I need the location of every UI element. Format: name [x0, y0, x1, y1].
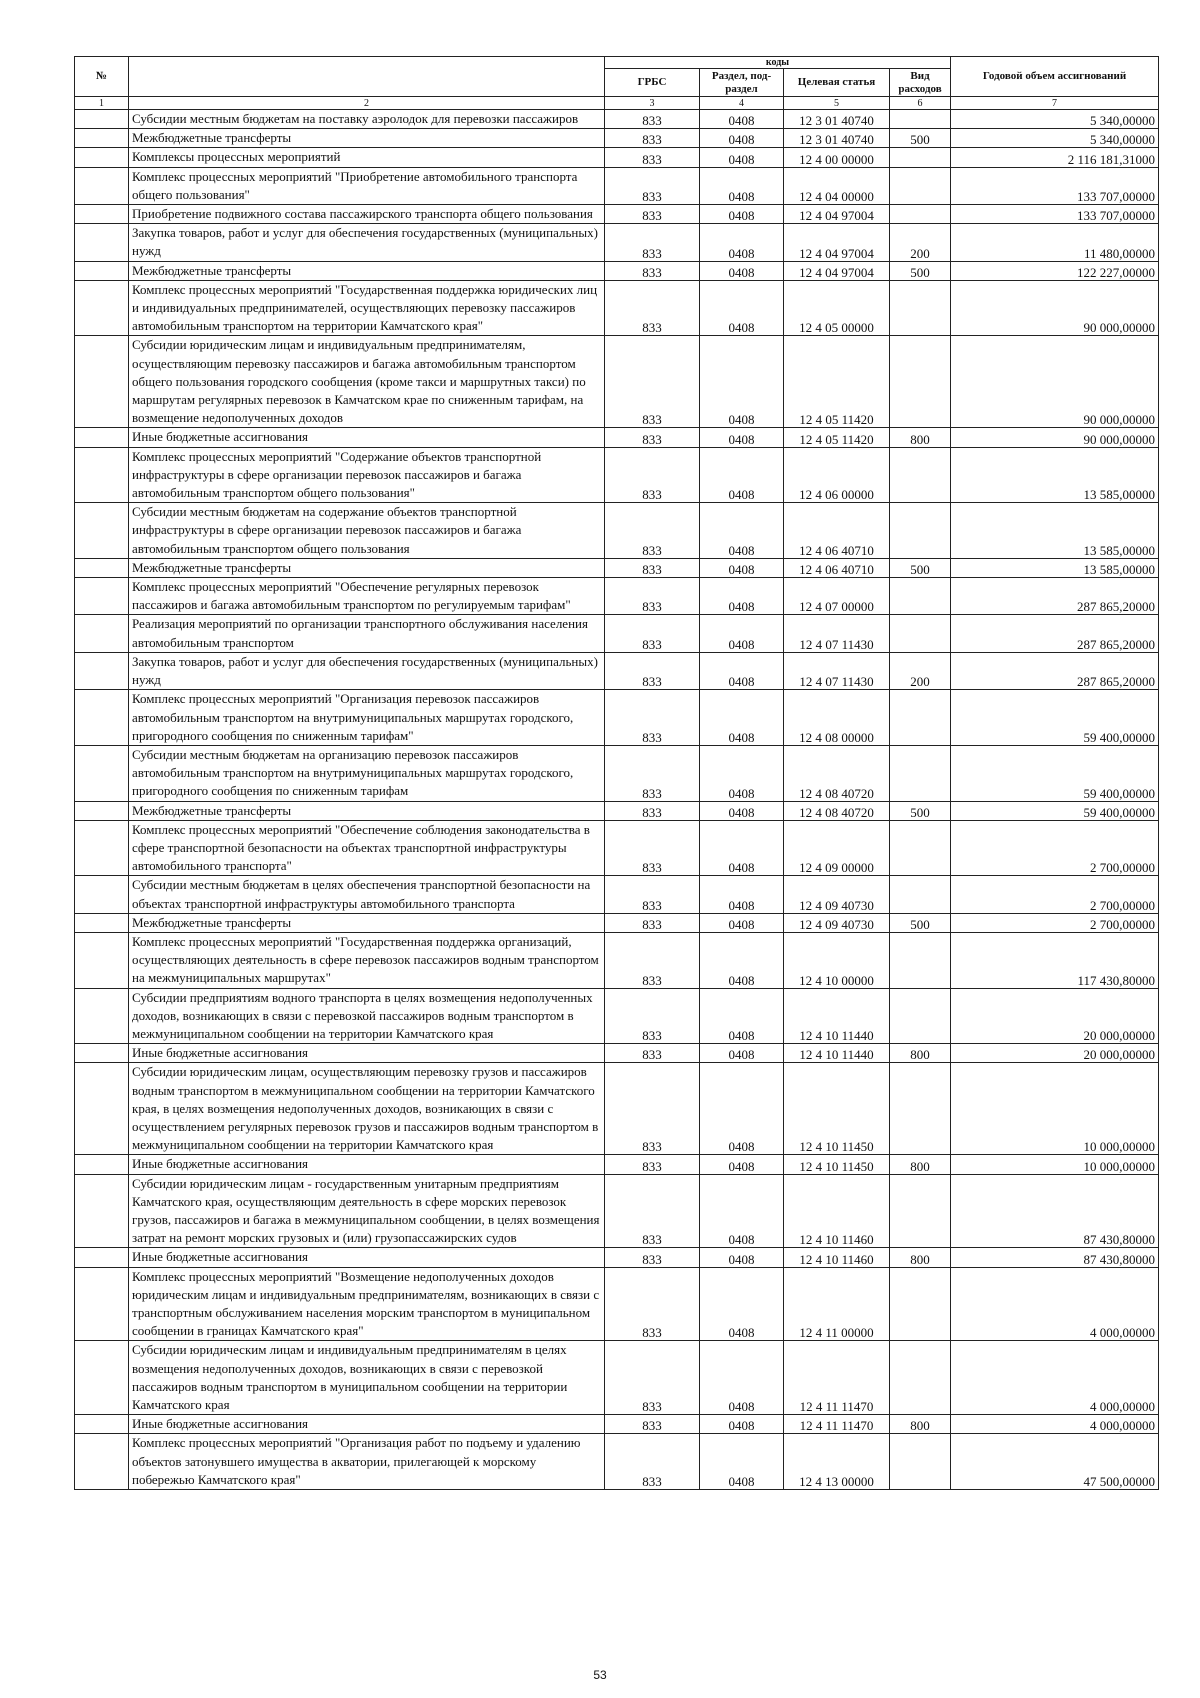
table-row: [75, 129, 1159, 148]
section-code: 0408: [700, 1155, 784, 1174]
target-article: 12 4 09 00000: [784, 820, 890, 876]
section-code: 0408: [700, 167, 784, 204]
row-index-cell: [75, 110, 129, 129]
target-article: 12 4 09 40730: [784, 876, 890, 913]
row-index-cell: [75, 205, 129, 224]
grbs-code: 833: [605, 167, 700, 204]
target-article: 12 4 07 11430: [784, 652, 890, 689]
annual-amount: 2 700,00000: [951, 913, 1159, 932]
section-code: 0408: [700, 988, 784, 1044]
annual-amount: 59 400,00000: [951, 801, 1159, 820]
section-code: 0408: [700, 876, 784, 913]
expense-type-code: [890, 876, 951, 913]
table-row: [75, 876, 1159, 913]
row-index-cell: [75, 615, 129, 652]
expense-name: Межбюджетные трансферты: [129, 558, 605, 577]
grbs-code: 833: [605, 428, 700, 447]
grbs-code: 833: [605, 1434, 700, 1490]
table-row: [75, 1341, 1159, 1415]
column-number: 2: [129, 97, 605, 110]
grbs-code: 833: [605, 1155, 700, 1174]
expense-type-code: 200: [890, 652, 951, 689]
table-row: [75, 1044, 1159, 1063]
row-index-cell: [75, 988, 129, 1044]
expense-type-code: 800: [890, 1248, 951, 1267]
expense-name: Иные бюджетные ассигнования: [129, 1248, 605, 1267]
grbs-code: 833: [605, 224, 700, 261]
expense-name: Межбюджетные трансферты: [129, 129, 605, 148]
section-code: 0408: [700, 1044, 784, 1063]
section-code: 0408: [700, 932, 784, 988]
header-codes: коды: [605, 57, 951, 69]
grbs-code: 833: [605, 129, 700, 148]
annual-amount: 5 340,00000: [951, 129, 1159, 148]
row-index-cell: [75, 280, 129, 336]
grbs-code: 833: [605, 558, 700, 577]
target-article: 12 4 08 40720: [784, 745, 890, 801]
expense-name: Комплекс процессных мероприятий "Организация работ по подъему и удалению объектов затонувшего имущества в акватории, прилегающей к морскому побережью Камчатского края": [129, 1434, 605, 1490]
table-row: [75, 820, 1159, 876]
table-row: [75, 336, 1159, 428]
table-row: [75, 615, 1159, 652]
header-expense-type: Вид расходов: [890, 69, 951, 97]
table-row: [75, 1248, 1159, 1267]
grbs-code: 833: [605, 1267, 700, 1341]
column-number-row: [75, 97, 1159, 110]
row-index-cell: [75, 148, 129, 167]
section-code: 0408: [700, 1415, 784, 1434]
annual-amount: 90 000,00000: [951, 428, 1159, 447]
table-row: [75, 280, 1159, 336]
expense-type-code: 500: [890, 558, 951, 577]
expense-name: Субсидии местным бюджетам на организацию перевозок пассажиров автомобильным транспортом на внутримуниципальных маршрутах городского, пригородного сообщения по сниженным тарифам: [129, 745, 605, 801]
target-article: 12 4 05 00000: [784, 280, 890, 336]
grbs-code: 833: [605, 336, 700, 428]
target-article: 12 4 11 11470: [784, 1341, 890, 1415]
expense-type-code: [890, 1434, 951, 1490]
expense-type-code: [890, 447, 951, 503]
expense-name: Комплекс процессных мероприятий "Организация перевозок пассажиров автомобильным транспортом на внутримуниципальных маршрутах городского, пригородного сообщения по сниженным тарифам": [129, 690, 605, 746]
section-code: 0408: [700, 913, 784, 932]
row-index-cell: [75, 913, 129, 932]
table-row: [75, 205, 1159, 224]
target-article: 12 4 10 11450: [784, 1063, 890, 1155]
header-section: Раздел, под-раздел: [700, 69, 784, 97]
column-number: 6: [890, 97, 951, 110]
grbs-code: 833: [605, 578, 700, 615]
annual-amount: 13 585,00000: [951, 447, 1159, 503]
section-code: 0408: [700, 578, 784, 615]
expense-name: Межбюджетные трансферты: [129, 801, 605, 820]
target-article: 12 4 07 11430: [784, 615, 890, 652]
table-row: [75, 428, 1159, 447]
target-article: 12 4 10 11450: [784, 1155, 890, 1174]
section-code: 0408: [700, 801, 784, 820]
annual-amount: 4 000,00000: [951, 1341, 1159, 1415]
expense-type-code: 500: [890, 801, 951, 820]
row-index-cell: [75, 1174, 129, 1248]
row-index-cell: [75, 261, 129, 280]
table-row: [75, 801, 1159, 820]
table-row: [75, 224, 1159, 261]
row-index-cell: [75, 167, 129, 204]
annual-amount: 59 400,00000: [951, 690, 1159, 746]
section-code: 0408: [700, 1341, 784, 1415]
expense-name: Субсидии местным бюджетам в целях обеспечения транспортной безопасности на объектах транспортной инфраструктуры автомобильного транспорта: [129, 876, 605, 913]
expense-type-code: 800: [890, 1044, 951, 1063]
target-article: 12 4 11 11470: [784, 1415, 890, 1434]
grbs-code: 833: [605, 1063, 700, 1155]
expense-name: Межбюджетные трансферты: [129, 261, 605, 280]
annual-amount: 2 700,00000: [951, 876, 1159, 913]
target-article: 12 4 07 00000: [784, 578, 890, 615]
section-code: 0408: [700, 1434, 784, 1490]
table-row: [75, 932, 1159, 988]
expense-type-code: [890, 578, 951, 615]
budget-table-sheet: [74, 56, 1158, 1490]
grbs-code: 833: [605, 447, 700, 503]
section-code: 0408: [700, 690, 784, 746]
expense-name: Иные бюджетные ассигнования: [129, 1415, 605, 1434]
header-annual-volume: Годовой объем ассигнований: [951, 57, 1159, 97]
table-row: [75, 988, 1159, 1044]
grbs-code: 833: [605, 1248, 700, 1267]
column-number: 7: [951, 97, 1159, 110]
expense-type-code: [890, 988, 951, 1044]
section-code: 0408: [700, 1248, 784, 1267]
section-code: 0408: [700, 280, 784, 336]
row-index-cell: [75, 558, 129, 577]
annual-amount: 10 000,00000: [951, 1155, 1159, 1174]
expense-name: Субсидии юридическим лицам - государственным унитарным предприятиям Камчатского края, осуществляющим деятельность в сфере морских перевозок грузов, пассажиров и багажа в межмуниципальном сообщении, в целях возмещения затрат на ремонт морских грузовых и (или) грузопассажирских судов: [129, 1174, 605, 1248]
annual-amount: 287 865,20000: [951, 615, 1159, 652]
expense-type-code: [890, 503, 951, 559]
grbs-code: 833: [605, 503, 700, 559]
expense-name: Иные бюджетные ассигнования: [129, 1155, 605, 1174]
grbs-code: 833: [605, 205, 700, 224]
expense-name: Иные бюджетные ассигнования: [129, 1044, 605, 1063]
column-number: 4: [700, 97, 784, 110]
expense-type-code: 800: [890, 1155, 951, 1174]
expense-name: Комплексы процессных мероприятий: [129, 148, 605, 167]
annual-amount: 122 227,00000: [951, 261, 1159, 280]
table-row: [75, 913, 1159, 932]
row-index-cell: [75, 1415, 129, 1434]
expense-type-code: 500: [890, 913, 951, 932]
expense-name: Комплекс процессных мероприятий "Обеспечение регулярных перевозок пассажиров и багажа автомобильным транспортом по регулируемым тарифам": [129, 578, 605, 615]
expense-name: Закупка товаров, работ и услуг для обеспечения государственных (муниципальных) нужд: [129, 224, 605, 261]
expense-name: Субсидии юридическим лицам и индивидуальным предпринимателям, осуществляющим перевозку пассажиров и багажа автомобильным транспортом общего пользования городского сообщения (кроме такси и маршрутных такси) по маршрутам регулярных перевозок в Камчатском крае по сниженным тарифам, на возмещение недополученных доходов: [129, 336, 605, 428]
expense-name: Приобретение подвижного состава пассажирского транспорта общего пользования: [129, 205, 605, 224]
section-code: 0408: [700, 1267, 784, 1341]
table-row: [75, 1155, 1159, 1174]
expense-name: Субсидии юридическим лицам и индивидуальным предпринимателям в целях возмещения недополученных доходов, возникающих в связи с перевозкой пассажиров водным транспортом в муниципальном сообщении на территории Камчатского края: [129, 1341, 605, 1415]
target-article: 12 4 06 40710: [784, 558, 890, 577]
grbs-code: 833: [605, 110, 700, 129]
row-index-cell: [75, 1248, 129, 1267]
target-article: 12 4 00 00000: [784, 148, 890, 167]
table-row: [75, 1063, 1159, 1155]
row-index-cell: [75, 447, 129, 503]
expense-type-code: [890, 280, 951, 336]
annual-amount: 87 430,80000: [951, 1248, 1159, 1267]
expense-type-code: 800: [890, 1415, 951, 1434]
row-index-cell: [75, 1044, 129, 1063]
expense-type-code: 200: [890, 224, 951, 261]
row-index-cell: [75, 801, 129, 820]
expense-name: Субсидии местным бюджетам на поставку аэролодок для перевозки пассажиров: [129, 110, 605, 129]
target-article: 12 4 11 00000: [784, 1267, 890, 1341]
header-no: №: [75, 57, 129, 97]
table-row: [75, 745, 1159, 801]
row-index-cell: [75, 1267, 129, 1341]
annual-amount: 20 000,00000: [951, 1044, 1159, 1063]
annual-amount: 87 430,80000: [951, 1174, 1159, 1248]
grbs-code: 833: [605, 1044, 700, 1063]
table-row: [75, 1267, 1159, 1341]
target-article: 12 4 05 11420: [784, 336, 890, 428]
target-article: 12 4 13 00000: [784, 1434, 890, 1490]
table-row: [75, 578, 1159, 615]
expense-type-code: 500: [890, 261, 951, 280]
target-article: 12 4 09 40730: [784, 913, 890, 932]
table-row: [75, 503, 1159, 559]
header-target-article: Целевая статья: [784, 69, 890, 97]
row-index-cell: [75, 129, 129, 148]
target-article: 12 4 05 11420: [784, 428, 890, 447]
section-code: 0408: [700, 652, 784, 689]
target-article: 12 4 04 97004: [784, 261, 890, 280]
annual-amount: 90 000,00000: [951, 280, 1159, 336]
expense-name: Закупка товаров, работ и услуг для обеспечения государственных (муниципальных) нужд: [129, 652, 605, 689]
grbs-code: 833: [605, 652, 700, 689]
section-code: 0408: [700, 148, 784, 167]
annual-amount: 47 500,00000: [951, 1434, 1159, 1490]
section-code: 0408: [700, 615, 784, 652]
row-index-cell: [75, 932, 129, 988]
expense-name: Комплекс процессных мероприятий "Содержание объектов транспортной инфраструктуры в сфере организации перевозок пассажиров и багажа автомобильным транспортом общего пользования": [129, 447, 605, 503]
grbs-code: 833: [605, 820, 700, 876]
target-article: 12 4 10 00000: [784, 932, 890, 988]
grbs-code: 833: [605, 876, 700, 913]
row-index-cell: [75, 1434, 129, 1490]
annual-amount: 5 340,00000: [951, 110, 1159, 129]
target-article: 12 4 06 00000: [784, 447, 890, 503]
target-article: 12 4 10 11460: [784, 1248, 890, 1267]
target-article: 12 4 04 97004: [784, 205, 890, 224]
expense-type-code: [890, 148, 951, 167]
target-article: 12 4 06 40710: [784, 503, 890, 559]
grbs-code: 833: [605, 1415, 700, 1434]
grbs-code: 833: [605, 913, 700, 932]
section-code: 0408: [700, 558, 784, 577]
section-code: 0408: [700, 336, 784, 428]
grbs-code: 833: [605, 261, 700, 280]
row-index-cell: [75, 820, 129, 876]
section-code: 0408: [700, 447, 784, 503]
expense-type-code: [890, 932, 951, 988]
expense-type-code: [890, 1174, 951, 1248]
target-article: 12 4 04 00000: [784, 167, 890, 204]
grbs-code: 833: [605, 745, 700, 801]
expense-type-code: 500: [890, 129, 951, 148]
annual-amount: 59 400,00000: [951, 745, 1159, 801]
expense-name: Субсидии местным бюджетам на содержание объектов транспортной инфраструктуры в сфере организации перевозок пассажиров и багажа автомобильным транспортом общего пользования: [129, 503, 605, 559]
section-code: 0408: [700, 261, 784, 280]
row-index-cell: [75, 336, 129, 428]
section-code: 0408: [700, 1174, 784, 1248]
row-index-cell: [75, 1063, 129, 1155]
annual-amount: 90 000,00000: [951, 336, 1159, 428]
table-row: [75, 558, 1159, 577]
row-index-cell: [75, 745, 129, 801]
expense-type-code: [890, 110, 951, 129]
expense-name: Межбюджетные трансферты: [129, 913, 605, 932]
table-row: [75, 148, 1159, 167]
row-index-cell: [75, 1155, 129, 1174]
expense-type-code: [890, 745, 951, 801]
section-code: 0408: [700, 428, 784, 447]
target-article: 12 4 04 97004: [784, 224, 890, 261]
annual-amount: 287 865,20000: [951, 652, 1159, 689]
section-code: 0408: [700, 224, 784, 261]
table-row: [75, 690, 1159, 746]
table-row: [75, 1415, 1159, 1434]
grbs-code: 833: [605, 801, 700, 820]
grbs-code: 833: [605, 615, 700, 652]
expense-name: Комплекс процессных мероприятий "Государственная поддержка юридических лиц и индивидуальных предпринимателей, осуществляющих перевозку пассажиров автомобильным транспортом на территории Камчатского края": [129, 280, 605, 336]
column-number: 5: [784, 97, 890, 110]
annual-amount: 4 000,00000: [951, 1415, 1159, 1434]
annual-amount: 10 000,00000: [951, 1063, 1159, 1155]
section-code: 0408: [700, 820, 784, 876]
row-index-cell: [75, 428, 129, 447]
page-number: 53: [593, 1668, 607, 1682]
target-article: 12 3 01 40740: [784, 129, 890, 148]
row-index-cell: [75, 578, 129, 615]
expense-type-code: [890, 205, 951, 224]
expense-name: Субсидии предприятиям водного транспорта в целях возмещения недополученных доходов, возникающих в связи с перевозкой пассажиров водным транспортом в межмуниципальном сообщении на территории Камчатского края: [129, 988, 605, 1044]
table-row: [75, 110, 1159, 129]
grbs-code: 833: [605, 280, 700, 336]
expense-type-code: [890, 1063, 951, 1155]
annual-amount: 2 116 181,31000: [951, 148, 1159, 167]
expense-type-code: [890, 615, 951, 652]
expense-name: Комплекс процессных мероприятий "Возмещение недополученных доходов юридическим лицам и индивидуальным предпринимателям, возникающих в связи с транспортным обслуживанием населения морским транспортом в муниципальном сообщении в границах Камчатского края": [129, 1267, 605, 1341]
grbs-code: 833: [605, 932, 700, 988]
expense-type-code: [890, 1267, 951, 1341]
section-code: 0408: [700, 110, 784, 129]
target-article: 12 4 10 11440: [784, 1044, 890, 1063]
expense-type-code: 800: [890, 428, 951, 447]
expense-name: Иные бюджетные ассигнования: [129, 428, 605, 447]
annual-amount: 11 480,00000: [951, 224, 1159, 261]
section-code: 0408: [700, 745, 784, 801]
table-row: [75, 261, 1159, 280]
expense-type-code: [890, 336, 951, 428]
annual-amount: 133 707,00000: [951, 205, 1159, 224]
target-article: 12 4 10 11440: [784, 988, 890, 1044]
expense-name: Субсидии юридическим лицам, осуществляющим перевозку грузов и пассажиров водным транспортом в межмуниципальном сообщении на территории Камчатского края, в целях возмещения недополученных доходов, возникающих в связи с осуществлением регулярных перевозок грузов и пассажиров водным транспортом в межмуниципальном сообщении на территории Камчатского края: [129, 1063, 605, 1155]
header-grbs: ГРБС: [605, 69, 700, 97]
row-index-cell: [75, 1341, 129, 1415]
grbs-code: 833: [605, 988, 700, 1044]
expense-type-code: [890, 820, 951, 876]
target-article: 12 4 10 11460: [784, 1174, 890, 1248]
table-row: [75, 652, 1159, 689]
column-number: 1: [75, 97, 129, 110]
annual-amount: 13 585,00000: [951, 503, 1159, 559]
expense-type-code: [890, 1341, 951, 1415]
section-code: 0408: [700, 1063, 784, 1155]
expense-type-code: [890, 690, 951, 746]
grbs-code: 833: [605, 148, 700, 167]
expense-name: Реализация мероприятий по организации транспортного обслуживания населения автомобильным транспортом: [129, 615, 605, 652]
annual-amount: 117 430,80000: [951, 932, 1159, 988]
annual-amount: 2 700,00000: [951, 820, 1159, 876]
column-number: 3: [605, 97, 700, 110]
annual-amount: 13 585,00000: [951, 558, 1159, 577]
section-code: 0408: [700, 503, 784, 559]
table-row: [75, 447, 1159, 503]
grbs-code: 833: [605, 1174, 700, 1248]
annual-amount: 4 000,00000: [951, 1267, 1159, 1341]
target-article: 12 3 01 40740: [784, 110, 890, 129]
budget-allocation-table: [74, 56, 1159, 1490]
annual-amount: 20 000,00000: [951, 988, 1159, 1044]
row-index-cell: [75, 503, 129, 559]
table-row: [75, 1174, 1159, 1248]
row-index-cell: [75, 224, 129, 261]
section-code: 0408: [700, 205, 784, 224]
annual-amount: 133 707,00000: [951, 167, 1159, 204]
row-index-cell: [75, 652, 129, 689]
expense-name: Комплекс процессных мероприятий "Обеспечение соблюдения законодательства в сфере транспортной безопасности на объектах транспортной инфраструктуры автомобильного транспорта": [129, 820, 605, 876]
expense-name: Комплекс процессных мероприятий "Государственная поддержка организаций, осуществляющих деятельность в сфере перевозок пассажиров водным транспортом на межмуниципальных маршрутах": [129, 932, 605, 988]
expense-name: Комплекс процессных мероприятий "Приобретение автомобильного транспорта общего пользования": [129, 167, 605, 204]
table-row: [75, 1434, 1159, 1490]
grbs-code: 833: [605, 1341, 700, 1415]
expense-type-code: [890, 167, 951, 204]
row-index-cell: [75, 876, 129, 913]
section-code: 0408: [700, 129, 784, 148]
grbs-code: 833: [605, 690, 700, 746]
target-article: 12 4 08 40720: [784, 801, 890, 820]
annual-amount: 287 865,20000: [951, 578, 1159, 615]
row-index-cell: [75, 690, 129, 746]
header-name-blank: [129, 57, 605, 97]
target-article: 12 4 08 00000: [784, 690, 890, 746]
table-row: [75, 167, 1159, 204]
